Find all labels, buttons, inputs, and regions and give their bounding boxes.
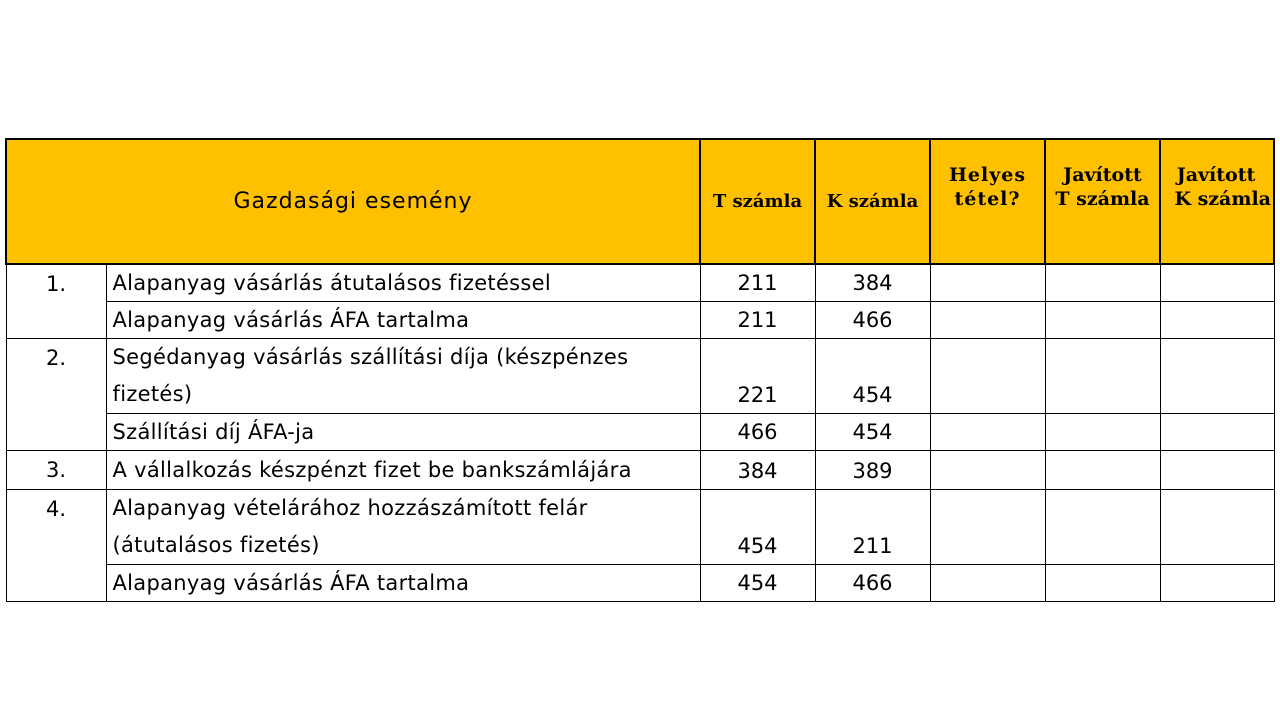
- table-row: [6, 264, 1274, 302]
- event-number: 4.: [6, 490, 106, 602]
- fixed-t-cell[interactable]: [1045, 339, 1160, 414]
- entry-k-account: 466: [815, 565, 930, 602]
- header-correct-line2: tétel?: [954, 188, 1021, 210]
- header-fixed-k-account: [1160, 139, 1274, 264]
- correct-entry-cell[interactable]: [930, 490, 1045, 565]
- entry-k-account: 454: [815, 414, 930, 451]
- event-number: 3.: [6, 451, 106, 490]
- table-row: [6, 302, 1274, 339]
- correct-entry-cell[interactable]: [930, 264, 1045, 302]
- header-row: [6, 139, 1274, 264]
- correct-entry-cell[interactable]: [930, 339, 1045, 414]
- fixed-k-cell[interactable]: [1160, 302, 1274, 339]
- entry-t-account: 384: [700, 451, 815, 490]
- header-correct-entry: [930, 139, 1045, 264]
- event-number: 1.: [6, 264, 106, 339]
- entry-t-account: 454: [700, 490, 815, 565]
- entry-description: A vállalkozás készpénzt fizet be bankszámlájára: [106, 451, 700, 490]
- entry-t-account: 454: [700, 565, 815, 602]
- header-fixed-k-line1: Javított: [1176, 164, 1256, 186]
- entry-description: Alapanyag vásárlás ÁFA tartalma: [106, 302, 700, 339]
- entry-k-account: 454: [815, 339, 930, 414]
- fixed-k-cell[interactable]: [1160, 414, 1274, 451]
- header-k-account: K számla: [815, 139, 930, 264]
- entry-t-account: 221: [700, 339, 815, 414]
- ledger-table: [5, 138, 1275, 602]
- fixed-k-cell[interactable]: [1160, 490, 1274, 565]
- entry-description: Segédanyag vásárlás szállítási díja (készpénzes fizetés): [106, 339, 700, 414]
- fixed-t-cell[interactable]: [1045, 565, 1160, 602]
- header-event: Gazdasági esemény: [6, 139, 700, 264]
- fixed-t-cell[interactable]: [1045, 302, 1160, 339]
- correct-entry-cell[interactable]: [930, 414, 1045, 451]
- fixed-k-cell[interactable]: [1160, 565, 1274, 602]
- table-row: [6, 414, 1274, 451]
- entry-description: Alapanyag vételárához hozzászámított felár (átutalásos fizetés): [106, 490, 700, 565]
- header-correct-line1: Helyes: [948, 164, 1027, 186]
- fixed-t-cell[interactable]: [1045, 414, 1160, 451]
- fixed-k-cell[interactable]: [1160, 451, 1274, 490]
- table-row: [6, 565, 1274, 602]
- fixed-k-cell[interactable]: [1160, 339, 1274, 414]
- header-fixed-t-account: [1045, 139, 1160, 264]
- correct-entry-cell[interactable]: [930, 565, 1045, 602]
- entry-description: Szállítási díj ÁFA-ja: [106, 414, 700, 451]
- entry-t-account: 466: [700, 414, 815, 451]
- entry-k-account: 384: [815, 264, 930, 302]
- table-row: [6, 490, 1274, 565]
- entry-k-account: 466: [815, 302, 930, 339]
- table-row: [6, 339, 1274, 414]
- entry-t-account: 211: [700, 264, 815, 302]
- fixed-t-cell[interactable]: [1045, 264, 1160, 302]
- correct-entry-cell[interactable]: [930, 451, 1045, 490]
- header-fixed-t-line2: T számla: [1055, 188, 1150, 210]
- fixed-t-cell[interactable]: [1045, 490, 1160, 565]
- table-row: [6, 451, 1274, 490]
- fixed-t-cell[interactable]: [1045, 451, 1160, 490]
- entry-description: Alapanyag vásárlás átutalásos fizetéssel: [106, 264, 700, 302]
- fixed-k-cell[interactable]: [1160, 264, 1274, 302]
- entry-description: Alapanyag vásárlás ÁFA tartalma: [106, 565, 700, 602]
- entry-k-account: 389: [815, 451, 930, 490]
- correct-entry-cell[interactable]: [930, 302, 1045, 339]
- event-number: 2.: [6, 339, 106, 451]
- entry-t-account: 211: [700, 302, 815, 339]
- header-fixed-t-line1: Javított: [1063, 164, 1142, 186]
- header-fixed-k-line2: K számla: [1174, 188, 1271, 210]
- entry-k-account: 211: [815, 490, 930, 565]
- header-t-account: T számla: [700, 139, 815, 264]
